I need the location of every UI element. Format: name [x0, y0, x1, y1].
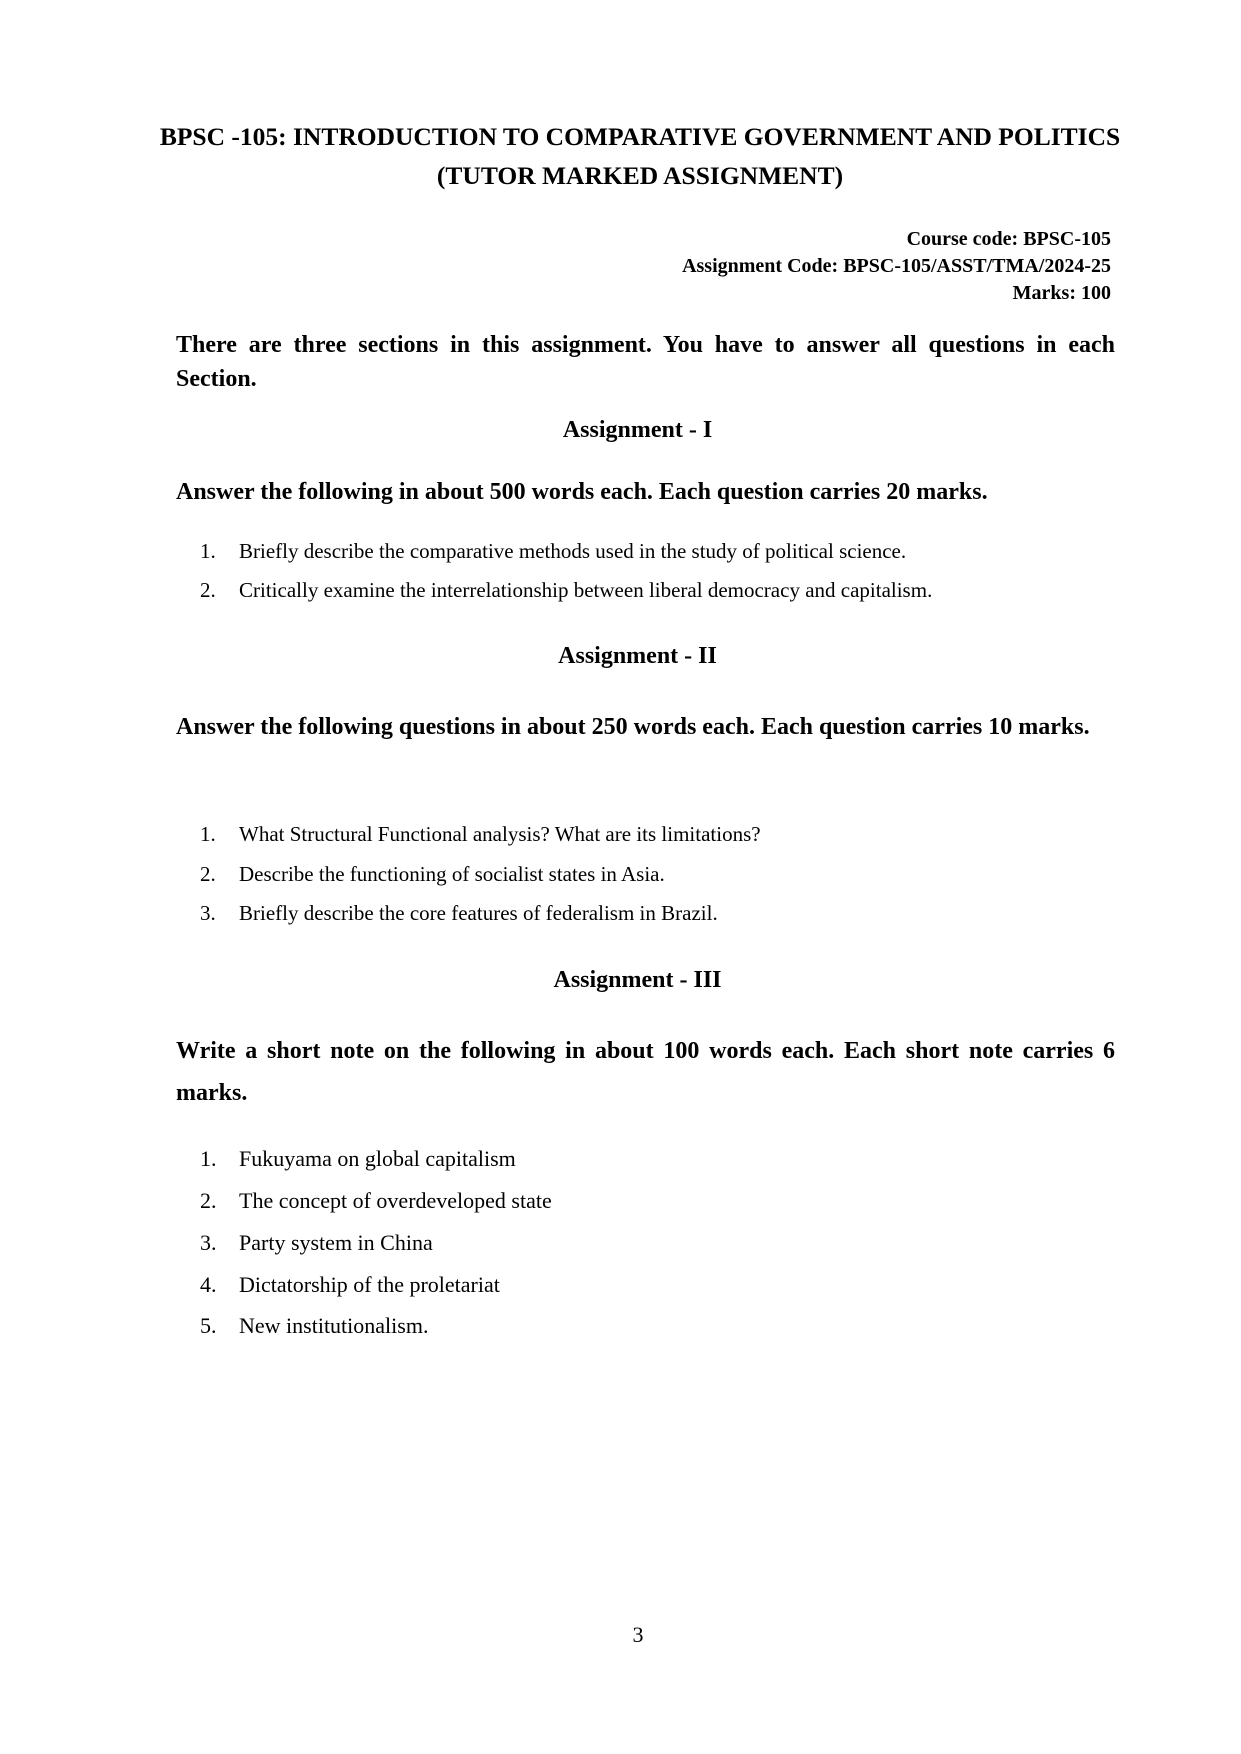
document-title: BPSC -105: INTRODUCTION TO COMPARATIVE GOVERNMENT AND POLITICS [159, 122, 1121, 151]
document-subtitle: (TUTOR MARKED ASSIGNMENT) [436, 161, 844, 190]
item-text: Briefly describe the core features of federalism in Brazil. [239, 901, 718, 925]
item-number: 5. [200, 1313, 217, 1338]
page-number: 3 [632, 1622, 644, 1647]
list-item [200, 862, 665, 887]
section-heading-1: Assignment - I [562, 417, 713, 443]
item-text: Briefly describe the comparative methods used in the study of political science. [239, 539, 907, 563]
item-number: 1. [200, 539, 216, 563]
item-text: Dictatorship of the proletariat [239, 1272, 500, 1297]
list-item [200, 822, 761, 847]
item-number: 2. [200, 862, 216, 886]
list-item [200, 1188, 552, 1214]
list-item [200, 539, 906, 564]
item-number: 1. [200, 822, 216, 846]
item-text: What Structural Functional analysis? What are its limitations? [239, 822, 761, 846]
item-text: Party system in China [239, 1230, 433, 1255]
item-number: 4. [200, 1272, 217, 1297]
section-instruction-3: Write a short note on the following in about 100 words each. Each short note carries 6 marks. [176, 1038, 1115, 1106]
item-number: 2. [200, 1188, 217, 1213]
section-heading-3: Assignment - III [553, 967, 722, 993]
item-text: Critically examine the interrelationship between liberal democracy and capitalism. [239, 578, 933, 602]
item-text: Describe the functioning of socialist states in Asia. [239, 862, 665, 886]
item-number: 1. [200, 1146, 217, 1171]
list-item [200, 901, 718, 926]
intro-instructions: There are three sections in this assignment. You have to answer all questions in each Section. [176, 332, 1115, 392]
section-instruction-1: Answer the following in about 500 words each. Each question carries 20 marks. [176, 479, 988, 505]
assignment-code: Assignment Code: BPSC-105/ASST/TMA/2024-25 [682, 255, 1111, 277]
section-heading-2: Assignment - II [558, 643, 717, 669]
item-number: 2. [200, 578, 216, 602]
item-text: The concept of overdeveloped state [239, 1188, 552, 1213]
list-item [200, 1230, 433, 1256]
course-code: Course code: BPSC-105 [906, 228, 1111, 250]
item-number: 3. [200, 1230, 217, 1255]
item-text: New institutionalism. [239, 1313, 429, 1338]
item-number: 3. [200, 901, 216, 925]
section-instruction-2: Answer the following questions in about 250 words each. Each question carries 10 marks. [176, 714, 1090, 740]
list-item [200, 1146, 516, 1172]
marks: Marks: 100 [1012, 282, 1111, 304]
list-item [200, 1313, 428, 1339]
list-item [200, 578, 932, 603]
item-text: Fukuyama on global capitalism [239, 1146, 516, 1171]
list-item [200, 1272, 500, 1298]
